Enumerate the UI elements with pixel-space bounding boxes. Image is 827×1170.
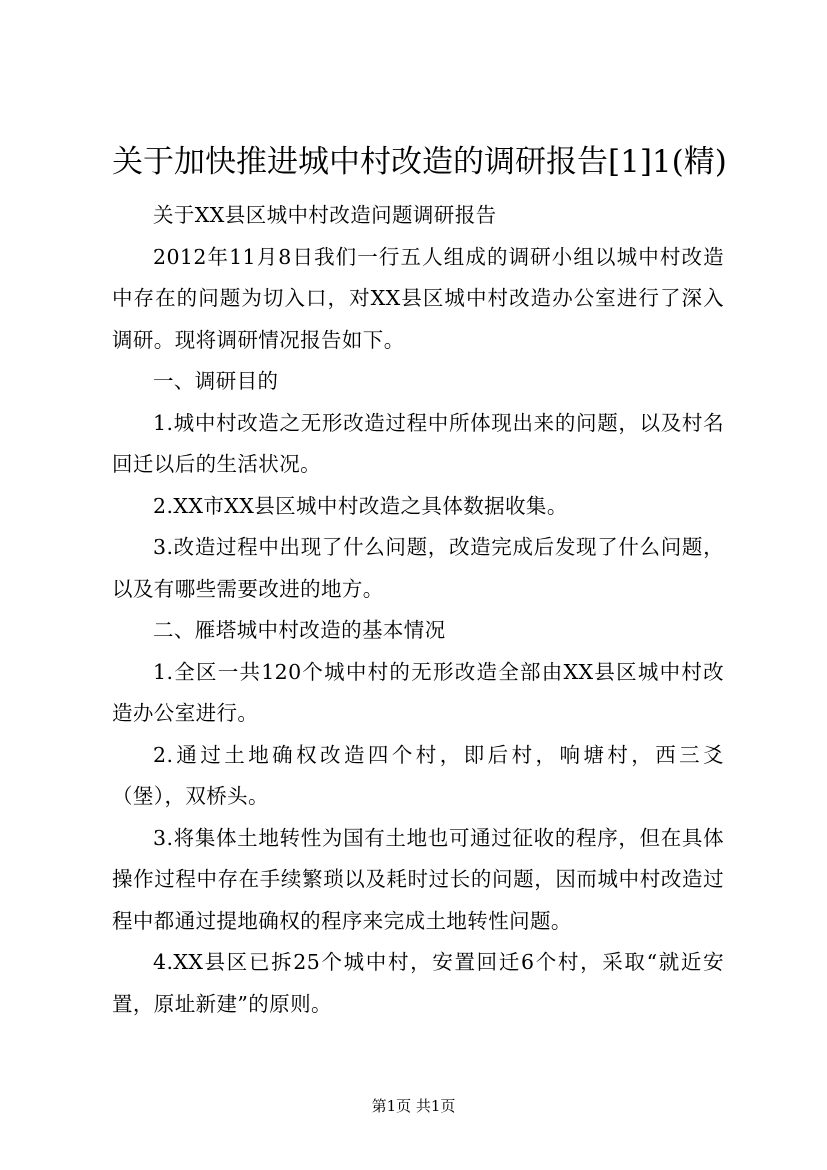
paragraph-situation-4: 4.XX县区已拆25个城中村，安置回迁6个村，采取“就近安置，原址新建”的原则。: [112, 950, 724, 1016]
paragraph-purpose-3: 3.改造过程中出现了什么问题，改造完成后发现了什么问题，以及有哪些需要改进的地方。: [112, 535, 724, 601]
paragraph-purpose-2: 2.XX市XX县区城中村改造之具体数据收集。: [153, 493, 568, 518]
paragraph-purpose-1: 1.城中村改造之无形改造过程中所体现出来的问题，以及村名回迁以后的生活状况。: [112, 410, 724, 476]
section-heading-purpose: 一、调研目的: [153, 369, 279, 393]
paragraph-situation-3: 3.将集体土地转性为国有土地也可通过征收的程序，但在具体操作过程中存在手续繁琐以及耗时过长的问题，因而城中村改造过程中都通过提地确权的程序来完成土地转性问题。: [112, 825, 724, 933]
document-title: 关于加快推进城中村改造的调研报告[1]1(精): [112, 144, 727, 180]
document-body: [112, 195, 724, 1025]
paragraph-subtitle: 关于XX县区城中村改造问题调研报告: [153, 203, 497, 227]
section-heading-situation: 二、雁塔城中村改造的基本情况: [153, 618, 446, 642]
paragraph-intro: 2012年11月8日我们一行五人组成的调研小组以城中村改造中存在的问题为切入口，对XX县区城中村改造办公室进行了深入调研。现将调研情况报告如下。: [112, 244, 724, 352]
paragraph-situation-2: 2.通过土地确权改造四个村，即后村，响塘村，西三爻（堡），双桥头。: [112, 742, 724, 808]
paragraph-situation-1: 1.全区一共120个城中村的无形改造全部由XX县区城中村改造办公室进行。: [112, 659, 724, 725]
page-number-footer: 第1页 共1页: [371, 1097, 456, 1115]
